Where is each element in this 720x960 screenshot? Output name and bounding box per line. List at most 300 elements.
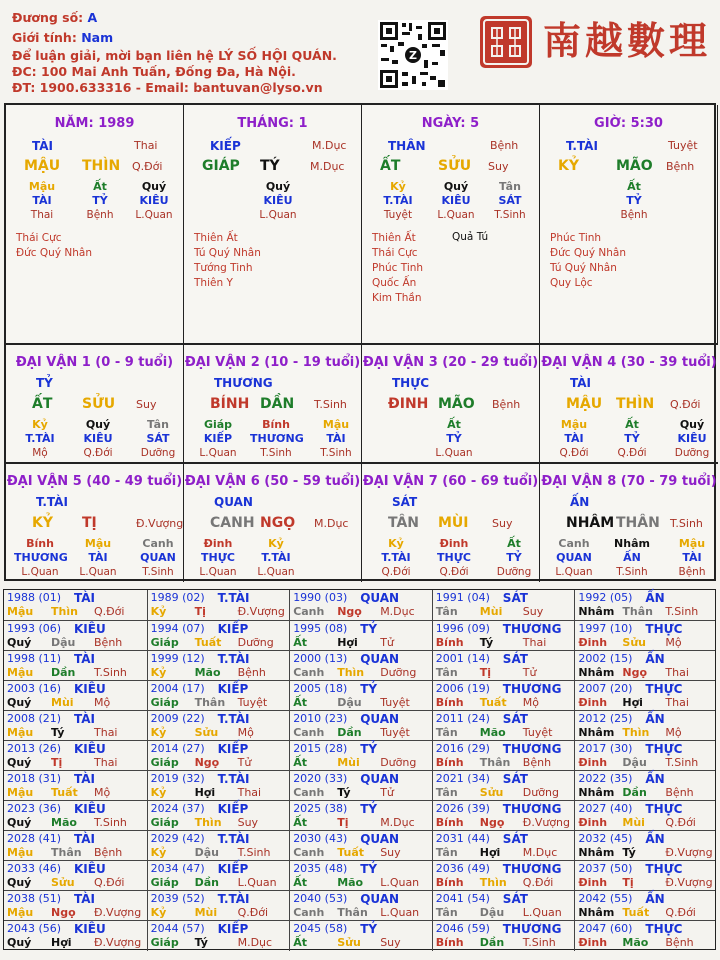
year-cell[interactable] <box>147 891 290 921</box>
year-phase: Q.Đới <box>94 605 125 618</box>
hidden-star: THỰC <box>437 551 471 564</box>
gioi-tinh-value: Nam <box>81 30 114 45</box>
year-phase: Đ.Vượng <box>237 605 285 618</box>
year-chi: Thìn <box>622 726 650 739</box>
hidden-star: THƯƠNG <box>14 551 68 564</box>
year-cell[interactable] <box>147 771 290 801</box>
year-label: 2032 (45) <box>578 832 633 845</box>
year-chi: Tuất <box>622 906 650 919</box>
year-chi: Sửu <box>479 786 504 799</box>
year-cell[interactable] <box>574 831 717 861</box>
year-star: SÁT <box>502 832 528 846</box>
star-item: Thái Cực <box>372 247 418 259</box>
year-cell[interactable] <box>432 921 575 951</box>
year-chi: Hợi <box>194 786 216 799</box>
year-label: 2037 (50) <box>578 862 633 875</box>
year-chi: Ngọ <box>194 756 220 769</box>
year-can: Đinh <box>578 696 608 709</box>
year-phase: Q.Đới <box>665 816 696 829</box>
hidden-stem: Bính <box>26 537 54 550</box>
year-cell[interactable] <box>4 741 147 771</box>
year-label: 2035 (48) <box>293 862 348 875</box>
year-star: THỰC <box>645 682 683 696</box>
dai-van-chi: DẦN <box>260 396 295 412</box>
year-can: Kỷ <box>150 846 167 859</box>
year-cell[interactable] <box>574 921 717 951</box>
svg-text:Z: Z <box>409 49 417 62</box>
year-star: T.TÀI <box>217 652 250 666</box>
year-cell[interactable] <box>574 891 717 921</box>
year-chi: Mùi <box>194 906 218 919</box>
year-star: THƯƠNG <box>502 682 562 696</box>
year-label: 2012 (25) <box>578 712 633 725</box>
year-chi: Thìn <box>51 605 78 618</box>
hidden-phase: L.Quan <box>79 566 117 578</box>
year-cell[interactable] <box>289 711 432 741</box>
year-can: Tân <box>435 906 458 919</box>
year-row <box>4 920 715 950</box>
year-chi: Thân <box>337 906 368 919</box>
pillar-top-right: Tuyệt <box>668 139 698 152</box>
pillar-title: GIỜ: 5:30 <box>594 116 663 131</box>
year-label: 2034 (47) <box>150 862 205 875</box>
hidden-phase: Dưỡng <box>496 566 532 578</box>
year-phase: L.Quan <box>380 876 420 889</box>
dai-van-title: ĐẠI VẬN 8 (70 - 79 tuổi) <box>541 474 717 489</box>
year-cell[interactable] <box>432 621 575 651</box>
year-cell[interactable] <box>574 801 717 831</box>
dai-van-1 <box>6 343 184 463</box>
year-chi: Dậu <box>51 636 76 649</box>
year-can: Bính <box>435 876 464 889</box>
hidden-stem: Ất <box>507 537 521 550</box>
dai-van-4 <box>540 343 718 463</box>
year-can: Nhâm <box>578 786 615 799</box>
year-star: QUAN <box>360 832 400 846</box>
year-label: 2008 (21) <box>7 712 62 725</box>
year-star: KIẾP <box>217 682 249 696</box>
year-star: TÀI <box>74 772 96 786</box>
year-cell[interactable] <box>4 831 147 861</box>
year-cell[interactable] <box>432 711 575 741</box>
dai-van-chi: THÂN <box>616 515 660 531</box>
pillar-can: KỶ <box>558 158 579 174</box>
year-cell[interactable] <box>289 590 432 620</box>
year-phase: L.Quan <box>522 906 562 919</box>
year-label: 2024 (37) <box>150 802 205 815</box>
star-item: Thiên Ất <box>194 232 238 244</box>
year-chi: Mùi <box>51 696 74 709</box>
year-cell[interactable] <box>147 590 290 620</box>
year-chi: Tý <box>194 936 208 949</box>
duong-so-value: A <box>87 10 98 25</box>
year-can: Ất <box>293 696 307 709</box>
year-phase: L.Quan <box>237 876 277 889</box>
year-cell[interactable] <box>4 651 147 681</box>
hidden-stem: Quý <box>141 180 167 193</box>
hidden-stem: Đinh <box>203 537 233 550</box>
year-label: 1996 (09) <box>435 622 490 635</box>
hidden-stem: Mậu <box>28 180 56 193</box>
year-chi: Dần <box>194 876 219 889</box>
year-star: KIÊU <box>74 682 106 696</box>
year-cell[interactable] <box>574 590 717 620</box>
year-star: THƯƠNG <box>502 922 562 936</box>
hidden-phase: Q.Đới <box>439 566 469 578</box>
year-phase: Tuyệt <box>380 696 410 709</box>
year-cell[interactable] <box>147 921 290 951</box>
hidden-star: T.TÀI <box>261 551 291 564</box>
year-can: Canh <box>293 786 325 799</box>
year-cell[interactable] <box>432 801 575 831</box>
year-label: 2011 (24) <box>435 712 490 725</box>
year-cell[interactable] <box>4 891 147 921</box>
year-can: Canh <box>293 666 325 679</box>
hidden-phase: Q.Đới <box>381 566 411 578</box>
pillar-0 <box>6 105 184 343</box>
year-label: 2042 (55) <box>578 892 633 905</box>
year-phase: Thai <box>237 786 262 799</box>
year-cell[interactable] <box>432 831 575 861</box>
dai-van-can: NHÂM <box>566 515 615 531</box>
year-star: KIÊU <box>74 622 106 636</box>
hidden-star: TỶ <box>624 432 640 445</box>
year-cell[interactable] <box>289 741 432 771</box>
year-label: 2015 (28) <box>293 742 348 755</box>
hidden-stem: Kỷ <box>390 180 406 193</box>
year-star: TÀI <box>74 892 96 906</box>
year-phase: Q.Đới <box>522 876 554 889</box>
year-label: 2013 (26) <box>7 742 62 755</box>
seal-stamp-icon <box>478 14 534 70</box>
year-chi: Mão <box>337 876 364 889</box>
year-cell[interactable] <box>289 651 432 681</box>
hidden-stem: Canh <box>558 537 590 550</box>
header <box>0 0 720 102</box>
year-chi: Sửu <box>337 936 361 949</box>
year-label: 2021 (34) <box>435 772 490 785</box>
year-phase: Tuyệt <box>380 726 410 739</box>
year-cell[interactable] <box>574 861 717 891</box>
year-cell[interactable] <box>147 741 290 771</box>
year-label: 2019 (32) <box>150 772 205 785</box>
year-can: Nhâm <box>578 846 615 859</box>
hidden-stem: Mậu <box>322 418 350 431</box>
dai-van-top: TÀI <box>570 376 592 390</box>
hidden-stem: Kỷ <box>388 537 404 550</box>
dai-van-3 <box>362 343 540 463</box>
year-phase: Q.Đới <box>237 906 269 919</box>
year-chi: Thìn <box>479 876 507 889</box>
year-chi: Tuất <box>51 786 78 799</box>
year-can: Bính <box>435 816 464 829</box>
year-chi: Tý <box>337 786 351 799</box>
year-row <box>4 890 715 920</box>
dai-van-chi-right: Q.Đới <box>670 398 701 411</box>
year-cell[interactable] <box>289 801 432 831</box>
year-cell[interactable] <box>432 590 575 620</box>
year-phase: T.Sinh <box>665 605 699 618</box>
year-label: 2003 (16) <box>7 682 62 695</box>
pillar-top-left: T.TÀI <box>566 139 598 153</box>
year-can: Nhâm <box>578 666 615 679</box>
year-can: Quý <box>7 876 32 889</box>
hidden-star: THƯƠNG <box>250 432 304 445</box>
hidden-phase: T.Sinh <box>142 566 174 578</box>
star-item: Tú Quý Nhân <box>194 247 261 259</box>
hidden-stem: Quý <box>265 180 291 193</box>
year-phase: L.Quan <box>380 906 420 919</box>
year-row <box>4 680 715 710</box>
hidden-phase: T.Sinh <box>494 209 526 221</box>
year-label: 2004 (17) <box>150 682 205 695</box>
pillar-can: GIÁP <box>202 158 240 174</box>
year-star: TỶ <box>360 682 378 696</box>
year-phase: Mộ <box>665 636 682 649</box>
year-can: Ất <box>293 936 307 949</box>
year-can: Kỷ <box>150 726 167 739</box>
year-star: KIẾP <box>217 862 249 876</box>
year-star: ẤN <box>645 591 665 605</box>
star-item: Quốc Ấn <box>372 277 417 289</box>
year-cell[interactable] <box>432 771 575 801</box>
dai-van-top: THƯƠNG <box>214 376 273 390</box>
year-phase: Đ.Vượng <box>94 906 142 919</box>
dai-van-chi-right: T.Sinh <box>314 398 347 411</box>
year-star: T.TÀI <box>217 591 250 605</box>
gioi-tinh-label: Giới tính: <box>12 30 77 45</box>
year-star: QUAN <box>360 772 400 786</box>
hidden-stem: Kỷ <box>32 418 48 431</box>
year-can: Ất <box>293 756 307 769</box>
year-chi: Dậu <box>337 696 362 709</box>
year-cell[interactable] <box>574 681 717 711</box>
year-chi: Mùi <box>337 756 360 769</box>
year-can: Đinh <box>578 876 608 889</box>
pillar-chi-right: Bệnh <box>666 160 695 173</box>
year-cell[interactable] <box>289 921 432 951</box>
dai-van-chi-right: Suy <box>492 517 513 530</box>
year-can: Mậu <box>7 666 34 679</box>
year-phase: Thai <box>665 666 689 679</box>
hidden-stem: Canh <box>142 537 174 550</box>
year-star: T.TÀI <box>217 712 250 726</box>
year-label: 2026 (39) <box>435 802 490 815</box>
year-phase: Dưỡng <box>237 636 274 649</box>
pillar-top-right: M.Dục <box>312 139 347 152</box>
year-chi: Tý <box>479 636 494 649</box>
year-row <box>4 770 715 800</box>
year-chi: Hợi <box>479 846 501 859</box>
year-cell[interactable] <box>4 711 147 741</box>
dai-van-title: ĐẠI VẬN 6 (50 - 59 tuổi) <box>184 474 361 489</box>
year-phase: Đ.Vượng <box>522 816 570 829</box>
year-can: Bính <box>435 936 464 949</box>
year-cell[interactable] <box>4 921 147 951</box>
dai-van-chi-right: Đ.Vượng <box>136 517 184 530</box>
year-cell[interactable] <box>289 831 432 861</box>
year-chi: Mão <box>479 726 506 739</box>
year-label: 2007 (20) <box>578 682 633 695</box>
year-cell[interactable] <box>574 711 717 741</box>
year-phase: Dưỡng <box>380 756 417 769</box>
year-label: 1991 (04) <box>435 591 490 604</box>
year-cell[interactable] <box>432 651 575 681</box>
hidden-star: SÁT <box>146 432 170 445</box>
year-label: 2009 (22) <box>150 712 205 725</box>
year-cell[interactable] <box>4 801 147 831</box>
year-phase: Mộ <box>94 696 111 709</box>
hidden-phase: L.Quan <box>555 566 593 578</box>
year-phase: M.Dục <box>380 816 415 829</box>
year-chi: Tị <box>194 605 206 618</box>
hidden-phase: L.Quan <box>199 566 237 578</box>
year-cell[interactable] <box>4 771 147 801</box>
year-cell[interactable] <box>289 621 432 651</box>
year-label: 2033 (46) <box>7 862 62 875</box>
year-phase: Suy <box>380 936 401 949</box>
year-cell[interactable] <box>4 621 147 651</box>
year-cell[interactable] <box>4 861 147 891</box>
qr-code-icon[interactable] <box>378 20 448 90</box>
hidden-phase: Q.Đới <box>83 447 113 459</box>
year-cell[interactable] <box>147 711 290 741</box>
hidden-phase: L.Quan <box>135 209 173 221</box>
dai-van-8 <box>540 462 718 582</box>
year-phase: Tử <box>237 756 252 769</box>
year-phase: Dưỡng <box>380 666 417 679</box>
year-can: Giáp <box>150 696 179 709</box>
year-star: QUAN <box>360 652 400 666</box>
year-cell[interactable] <box>147 621 290 651</box>
year-cell[interactable] <box>147 651 290 681</box>
pillar-top-left: KIẾP <box>210 139 241 153</box>
year-label: 1989 (02) <box>150 591 205 604</box>
pillar-chi: MÃO <box>616 158 653 174</box>
hidden-star: TỶ <box>446 432 462 445</box>
year-cell[interactable] <box>574 621 717 651</box>
year-can: Đinh <box>578 816 608 829</box>
year-chi: Tuất <box>479 696 507 709</box>
year-phase: T.Sinh <box>237 846 271 859</box>
hidden-phase: Bệnh <box>620 209 648 221</box>
year-cell[interactable] <box>574 741 717 771</box>
year-can: Quý <box>7 816 32 829</box>
year-cell[interactable] <box>432 681 575 711</box>
hidden-stem: Tân <box>499 180 521 193</box>
year-can: Giáp <box>150 936 179 949</box>
pillar-chi: SỬU <box>438 158 472 174</box>
year-cell[interactable] <box>574 771 717 801</box>
year-phase: Bệnh <box>94 636 123 649</box>
pillar-chi-right: M.Dục <box>310 160 345 173</box>
year-chi: Dậu <box>194 846 219 859</box>
year-label: 1994 (07) <box>150 622 205 635</box>
year-label: 2020 (33) <box>293 772 348 785</box>
year-star: TỶ <box>360 802 378 816</box>
year-can: Nhâm <box>578 726 615 739</box>
year-cell[interactable] <box>147 861 290 891</box>
year-can: Bính <box>435 636 464 649</box>
pillar-chi-right: Q.Đới <box>132 160 163 173</box>
hidden-star: T.TÀI <box>381 551 411 564</box>
year-phase: Q.Đới <box>94 876 125 889</box>
year-cell[interactable] <box>289 771 432 801</box>
year-label: 2018 (31) <box>7 772 62 785</box>
hidden-phase: L.Quan <box>259 209 297 221</box>
hidden-stem: Nhâm <box>614 537 650 550</box>
year-cell[interactable] <box>574 651 717 681</box>
year-cell[interactable] <box>147 801 290 831</box>
year-can: Mậu <box>7 846 34 859</box>
contact-line: Để luận giải, mời bạn liên hệ LÝ SỐ HỘI QUÁN. <box>12 48 337 63</box>
year-cell[interactable] <box>432 741 575 771</box>
year-chi: Hợi <box>622 696 643 709</box>
year-star: TÀI <box>74 591 96 605</box>
hidden-stem: Quý <box>443 180 469 193</box>
year-star: THƯƠNG <box>502 622 562 636</box>
year-star: ẤN <box>645 832 665 846</box>
dai-van-top: ẤN <box>570 495 590 509</box>
year-cell[interactable] <box>4 590 147 620</box>
year-can: Kỷ <box>150 906 167 919</box>
year-star: KIÊU <box>74 922 106 936</box>
year-label: 1988 (01) <box>7 591 62 604</box>
pillar-top-right: Bệnh <box>490 139 519 152</box>
year-cell[interactable] <box>432 861 575 891</box>
year-chi: Mão <box>622 936 649 949</box>
phone-email-line: ĐT: 1900.633316 - Email: bantuvan@lyso.vn <box>12 80 323 95</box>
hidden-star: THỰC <box>201 551 235 564</box>
year-chi: Thân <box>622 605 653 618</box>
year-star: T.TÀI <box>217 832 250 846</box>
star-item: Tướng Tinh <box>194 262 253 274</box>
hidden-phase: Dưỡng <box>674 447 710 459</box>
pillar-can: MẬU <box>24 158 61 174</box>
year-star: QUAN <box>360 892 400 906</box>
year-can: Nhâm <box>578 906 615 919</box>
hidden-phase: Tuyệt <box>383 209 413 221</box>
year-phase: Đ.Vượng <box>665 846 713 859</box>
year-can: Đinh <box>578 936 608 949</box>
year-phase: Bệnh <box>665 786 694 799</box>
hidden-star: TỶ <box>92 194 108 207</box>
star-item: Phúc Tinh <box>550 232 602 244</box>
year-cell[interactable] <box>289 861 432 891</box>
year-cell[interactable] <box>289 891 432 921</box>
year-chi: Sửu <box>622 636 646 649</box>
year-label: 2017 (30) <box>578 742 633 755</box>
year-cell[interactable] <box>147 831 290 861</box>
year-star: TỶ <box>360 622 378 636</box>
year-chi: Dần <box>479 936 505 949</box>
pillar-1 <box>184 105 362 343</box>
year-star: KIÊU <box>74 862 106 876</box>
year-cell[interactable] <box>289 681 432 711</box>
year-cell[interactable] <box>432 891 575 921</box>
hidden-phase: T.Sinh <box>260 447 292 459</box>
year-star: KIẾP <box>217 742 249 756</box>
luu-nien-grid <box>3 589 716 950</box>
year-label: 2025 (38) <box>293 802 348 815</box>
year-cell[interactable] <box>147 681 290 711</box>
year-row <box>4 740 715 770</box>
year-can: Giáp <box>150 756 179 769</box>
year-chi: Dần <box>51 666 76 679</box>
year-can: Kỷ <box>150 786 167 799</box>
year-star: THỰC <box>645 622 683 636</box>
year-cell[interactable] <box>4 681 147 711</box>
